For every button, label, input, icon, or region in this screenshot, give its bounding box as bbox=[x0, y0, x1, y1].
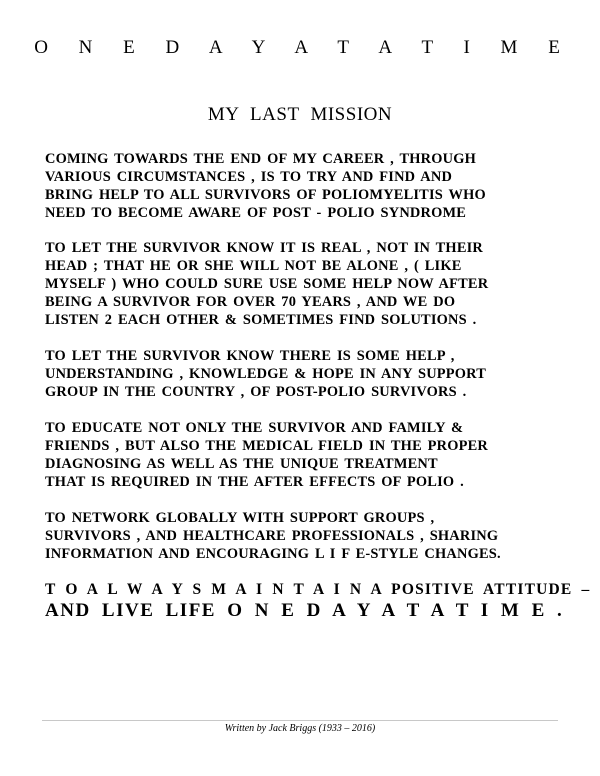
closing-line-one-day: AND LIVE LIFE O N E D A Y A T A T I M E . bbox=[45, 600, 564, 621]
paragraph-line: TO LET THE SURVIVOR KNOW THERE IS SOME HELP , bbox=[45, 348, 455, 364]
author-credit: Written by Jack Briggs (1933 – 2016) bbox=[224, 723, 376, 734]
paragraph-line: LISTEN 2 EACH OTHER & SOMETIMES FIND SOLUTIONS . bbox=[45, 312, 477, 328]
paragraph-line: FRIENDS , BUT ALSO THE MEDICAL FIELD IN THE PROPER bbox=[45, 438, 489, 454]
paragraph-line: INFORMATION AND ENCOURAGING L I F E-STYLE CHANGES. bbox=[45, 546, 501, 562]
footer-divider bbox=[42, 720, 558, 721]
paragraph-line: COMING TOWARDS THE END OF MY CAREER , THROUGH bbox=[45, 151, 477, 167]
paragraph-line: TO NETWORK GLOBALLY WITH SUPPORT GROUPS , bbox=[45, 510, 435, 526]
paragraph-survivor-real bbox=[45, 239, 565, 329]
paragraph-network bbox=[45, 509, 565, 563]
paragraph-line: THAT IS REQUIRED IN THE AFTER EFFECTS OF POLIO . bbox=[45, 474, 464, 490]
paragraph-line: HEAD ; THAT HE OR SHE WILL NOT BE ALONE , ( LIKE bbox=[45, 258, 462, 274]
paragraph-line: TO LET THE SURVIVOR KNOW IT IS REAL , NOT IN THEIR bbox=[45, 240, 484, 256]
page-title: O N E D A Y A T A T I M E bbox=[34, 37, 566, 58]
paragraph-line: BRING HELP TO ALL SURVIVORS OF POLIOMYELITIS WHO bbox=[45, 187, 486, 203]
paragraph-line: GROUP IN THE COUNTRY , OF POST-POLIO SURVIVORS . bbox=[45, 384, 467, 400]
paragraph-line: UNDERSTANDING , KNOWLEDGE & HOPE IN ANY SUPPORT bbox=[45, 366, 487, 382]
paragraph-line: DIAGNOSING AS WELL AS THE UNIQUE TREATMENT bbox=[45, 456, 438, 472]
paragraph-educate bbox=[45, 419, 565, 491]
paragraph-some-help bbox=[45, 347, 565, 401]
mission-heading: MY LAST MISSION bbox=[207, 104, 393, 125]
paragraph-career bbox=[45, 150, 565, 222]
closing-line-attitude: T O A L W A Y S M A I N T A I N A POSITIVE ATTITUDE – bbox=[45, 581, 591, 598]
paragraph-line: SURVIVORS , AND HEALTHCARE PROFESSIONALS , SHARING bbox=[45, 528, 499, 544]
paragraph-line: MYSELF ) WHO COULD SURE USE SOME HELP NOW AFTER bbox=[45, 276, 489, 292]
paragraph-line: TO EDUCATE NOT ONLY THE SURVIVOR AND FAMILY & bbox=[45, 420, 464, 436]
paragraph-line: NEED TO BECOME AWARE OF POST - POLIO SYNDROME bbox=[45, 205, 467, 221]
paragraph-line: VARIOUS CIRCUMSTANCES , IS TO TRY AND FIND AND bbox=[45, 169, 453, 185]
paragraph-line: BEING A SURVIVOR FOR OVER 70 YEARS , AND WE DO bbox=[45, 294, 456, 310]
